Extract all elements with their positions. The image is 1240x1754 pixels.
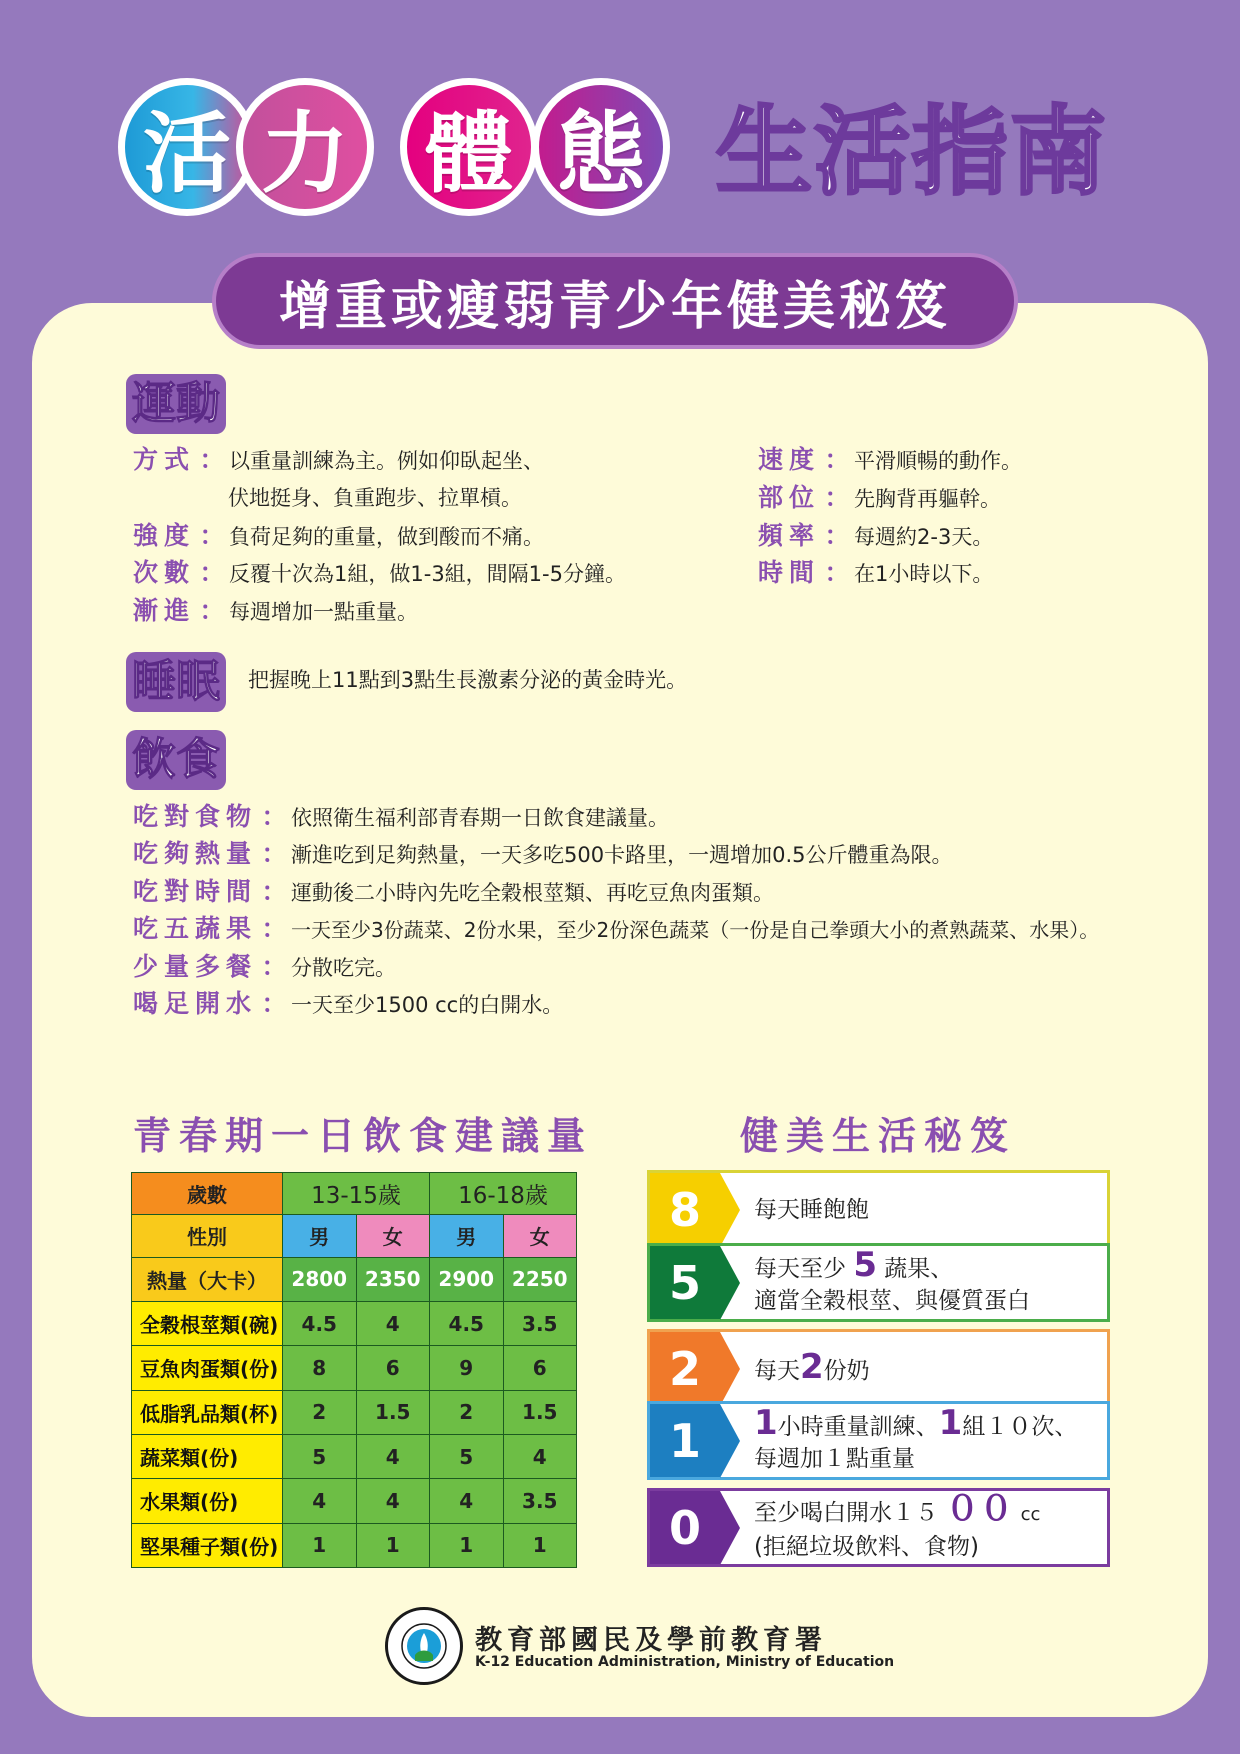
table-cell: 4 — [356, 1479, 430, 1523]
colon: ： — [824, 521, 850, 550]
table-cell: 3.5 — [503, 1301, 577, 1345]
row-text: 分散吃完。 — [291, 956, 397, 980]
tip-arrow-icon — [720, 1173, 740, 1247]
table-cell: 2 — [430, 1390, 504, 1434]
footer-org-zh: 教育部國民及學前教育署 — [475, 1625, 827, 1656]
table-row-name: 低脂乳品類(杯) — [132, 1390, 283, 1434]
footer-org-en: K-12 Education Administration, Ministry of Education — [475, 1654, 895, 1670]
tip-number: 8 — [650, 1173, 720, 1246]
table-title: 青春期一日飲食建議量 — [133, 1114, 594, 1158]
section-title-exercise: 運動 — [126, 374, 226, 434]
row-label: 少量多餐 — [133, 952, 258, 981]
row-label: 速度 — [758, 445, 821, 474]
table-kcal-cell: 2350 — [356, 1257, 430, 1301]
diet-table — [131, 1172, 577, 1568]
table-cell: 1 — [283, 1523, 357, 1567]
exercise-row-frequency — [758, 522, 993, 551]
row-label: 喝足開水 — [133, 989, 258, 1018]
table-cell: 4 — [283, 1479, 357, 1523]
tip-number: 0 — [650, 1491, 720, 1564]
table-cell: 8 — [283, 1346, 357, 1390]
diet-row — [133, 840, 953, 869]
table-cell: 4.5 — [430, 1301, 504, 1345]
table-cell: 9 — [430, 1346, 504, 1390]
section-title-sleep: 睡眠 — [126, 652, 226, 712]
tip-big-number: ００ — [945, 1488, 1014, 1529]
diet-row — [133, 915, 1099, 944]
tip-text-part: 每天 — [754, 1357, 800, 1384]
row-text: 伏地挺身、負重跑步、拉單槓。 — [228, 486, 522, 510]
tips-title: 健美生活秘笈 — [740, 1114, 1017, 1158]
tip-big-number: 5 — [853, 1244, 877, 1285]
diet-row — [133, 990, 563, 1019]
table-sex-cell: 男 — [283, 1215, 357, 1257]
table-row — [132, 1301, 577, 1345]
row-label: 吃夠熱量 — [133, 839, 258, 868]
table-row-name: 堅果種子類(份) — [132, 1523, 283, 1567]
table-cell: 1 — [356, 1523, 430, 1567]
tip-line — [754, 1402, 1097, 1443]
tip-text-part: 至少喝白開水１５ — [754, 1499, 938, 1526]
diet-row — [133, 803, 669, 832]
section-title-diet: 飲食 — [126, 730, 226, 790]
tip-text-part: 蔬果、 — [884, 1255, 954, 1282]
row-label: 次數 — [133, 558, 196, 587]
exercise-row-part — [758, 484, 1001, 513]
table-header-age-group: 13-15歲 — [283, 1173, 430, 1215]
tip-card — [647, 1243, 1110, 1322]
tip-big-number: 1 — [938, 1402, 963, 1443]
table-cell: 4.5 — [283, 1301, 357, 1345]
table-row — [132, 1346, 577, 1390]
tip-text-part: 組１０次、 — [962, 1413, 1078, 1440]
colon: ： — [261, 802, 287, 831]
tip-arrow-icon — [720, 1332, 740, 1406]
tip-number: 1 — [650, 1404, 720, 1477]
table-header-age: 歲數 — [132, 1173, 283, 1215]
tip-card — [647, 1401, 1110, 1480]
table-header-sex: 性別 — [132, 1215, 283, 1257]
exercise-row-time — [758, 559, 993, 588]
tip-text-part: 小時重量訓練、 — [777, 1413, 939, 1440]
row-text: 運動後二小時內先吃全穀根莖類、再吃豆魚肉蛋類。 — [291, 881, 775, 905]
tip-line — [754, 1244, 1097, 1285]
table-row — [132, 1523, 577, 1567]
tip-arrow-icon — [720, 1246, 740, 1320]
row-text: 每週增加一點重量。 — [229, 600, 419, 624]
exercise-row-progress — [133, 597, 418, 626]
colon: ： — [199, 596, 225, 625]
colon: ： — [261, 877, 287, 906]
table-row-name: 豆魚肉蛋類(份) — [132, 1346, 283, 1390]
row-label: 強度 — [133, 521, 196, 550]
title-bubble-2: 力 — [236, 78, 374, 216]
colon: ： — [199, 558, 225, 587]
tip-arrow-icon — [720, 1491, 740, 1565]
tip-line: 每週加１點重量 — [754, 1445, 915, 1472]
table-cell: 1 — [503, 1523, 577, 1567]
colon: ： — [824, 483, 850, 512]
row-label: 方式 — [133, 445, 196, 474]
tip-number: 2 — [650, 1332, 720, 1405]
table-cell: 6 — [356, 1346, 430, 1390]
exercise-row-reps — [133, 559, 626, 588]
tip-line: (拒絕垃圾飲料、食物) — [754, 1533, 979, 1560]
tip-text-part: 份奶 — [823, 1357, 870, 1384]
tip-line — [754, 1346, 1097, 1387]
colon: ： — [199, 521, 225, 550]
exercise-row-method — [133, 446, 544, 475]
exercise-row-speed — [758, 446, 1022, 475]
table-cell: 6 — [503, 1346, 577, 1390]
table-cell: 1.5 — [356, 1390, 430, 1434]
table-row-name: 全穀根莖類(碗) — [132, 1301, 283, 1345]
tip-number: 5 — [650, 1246, 720, 1319]
table-cell: 4 — [430, 1479, 504, 1523]
tip-text — [754, 1488, 1097, 1564]
colon: ： — [824, 445, 850, 474]
row-label: 頻率 — [758, 521, 821, 550]
table-sex-cell: 男 — [430, 1215, 504, 1257]
table-row — [132, 1390, 577, 1434]
table-row-name: 水果類(份) — [132, 1479, 283, 1523]
table-kcal-cell: 2250 — [503, 1257, 577, 1301]
tip-card — [647, 1329, 1110, 1408]
diet-row — [133, 953, 396, 982]
table-cell: 5 — [430, 1434, 504, 1478]
exercise-row-method-cont — [228, 484, 522, 512]
row-text: 平滑順暢的動作。 — [854, 449, 1023, 473]
table-header-age-group: 16-18歲 — [430, 1173, 577, 1215]
tip-text-part: cc — [1020, 1503, 1041, 1525]
table-kcal-cell: 2800 — [283, 1257, 357, 1301]
row-label: 漸進 — [133, 596, 196, 625]
row-text: 反覆十次為1組，做1-3組，間隔1-5分鐘。 — [229, 562, 626, 586]
tip-text — [754, 1173, 1097, 1246]
table-kcal-cell: 2900 — [430, 1257, 504, 1301]
colon: ： — [199, 445, 225, 474]
row-text: 一天至少3份蔬菜、2份水果，至少2份深色蔬菜（一份是自己拳頭大小的煮熟蔬菜、水果）。 — [291, 918, 1100, 942]
colon: ： — [261, 839, 287, 868]
row-label: 部位 — [758, 483, 821, 512]
seal-graphic — [389, 1611, 459, 1681]
tip-arrow-icon — [720, 1404, 740, 1478]
table-cell: 1 — [430, 1523, 504, 1567]
tip-line: 適當全穀根莖、與優質蛋白 — [754, 1287, 1030, 1314]
tip-text — [754, 1404, 1097, 1477]
banner: 增重或瘦弱青少年健美秘笈 — [212, 253, 1018, 349]
sleep-text: 把握晚上11點到3點生長激素分泌的黃金時光。 — [248, 668, 688, 692]
row-text: 每週約2-3天。 — [854, 525, 994, 549]
row-text: 在1小時以下。 — [854, 562, 994, 586]
row-label: 吃五蔬果 — [133, 914, 258, 943]
row-text: 漸進吃到足夠熱量，一天多吃500卡路里，一週增加0.5公斤體重為限。 — [291, 843, 953, 867]
table-cell: 5 — [283, 1434, 357, 1478]
table-header-kcal: 熱量（大卡） — [132, 1257, 283, 1301]
table-cell: 3.5 — [503, 1479, 577, 1523]
colon: ： — [824, 558, 850, 587]
tip-big-number: 1 — [754, 1402, 778, 1443]
row-text: 依照衛生福利部青春期一日飲食建議量。 — [291, 806, 670, 830]
table-cell: 2 — [283, 1390, 357, 1434]
table-sex-cell: 女 — [356, 1215, 430, 1257]
table-cell: 4 — [356, 1301, 430, 1345]
row-text: 先胸背再軀幹。 — [854, 487, 1002, 511]
exercise-row-intensity — [133, 522, 544, 551]
row-text: 一天至少1500 cc的白開水。 — [291, 993, 564, 1017]
title-bubble-1: 活 — [118, 78, 256, 216]
title-bubble-4: 態 — [532, 78, 670, 216]
table-row — [132, 1479, 577, 1523]
row-label: 時間 — [758, 558, 821, 587]
row-text: 負荷足夠的重量，做到酸而不痛。 — [229, 525, 545, 549]
diet-row — [133, 878, 774, 907]
table-row-name: 蔬菜類(份) — [132, 1434, 283, 1478]
row-label: 吃對時間 — [133, 877, 258, 906]
tip-text — [754, 1246, 1097, 1319]
table-sex-cell: 女 — [503, 1215, 577, 1257]
subtitle: 生活指南 — [716, 96, 1108, 208]
tip-card — [647, 1488, 1110, 1567]
tip-text-part: 每天至少 — [754, 1255, 846, 1282]
tip-line — [754, 1488, 1097, 1531]
colon: ： — [261, 952, 287, 981]
row-text: 以重量訓練為主。例如仰臥起坐、 — [229, 449, 545, 473]
table-cell: 1.5 — [503, 1390, 577, 1434]
title-bubble-3: 體 — [400, 78, 538, 216]
row-label: 吃對食物 — [133, 802, 258, 831]
tip-card — [647, 1170, 1110, 1249]
tip-line: 每天睡飽飽 — [754, 1196, 869, 1223]
table-cell: 4 — [503, 1434, 577, 1478]
table-row — [132, 1434, 577, 1478]
tip-text — [754, 1332, 1097, 1405]
colon: ： — [261, 914, 287, 943]
tip-big-number: 2 — [800, 1346, 824, 1387]
table-cell: 4 — [356, 1434, 430, 1478]
colon: ： — [261, 989, 287, 1018]
ministry-seal-icon — [385, 1607, 463, 1685]
